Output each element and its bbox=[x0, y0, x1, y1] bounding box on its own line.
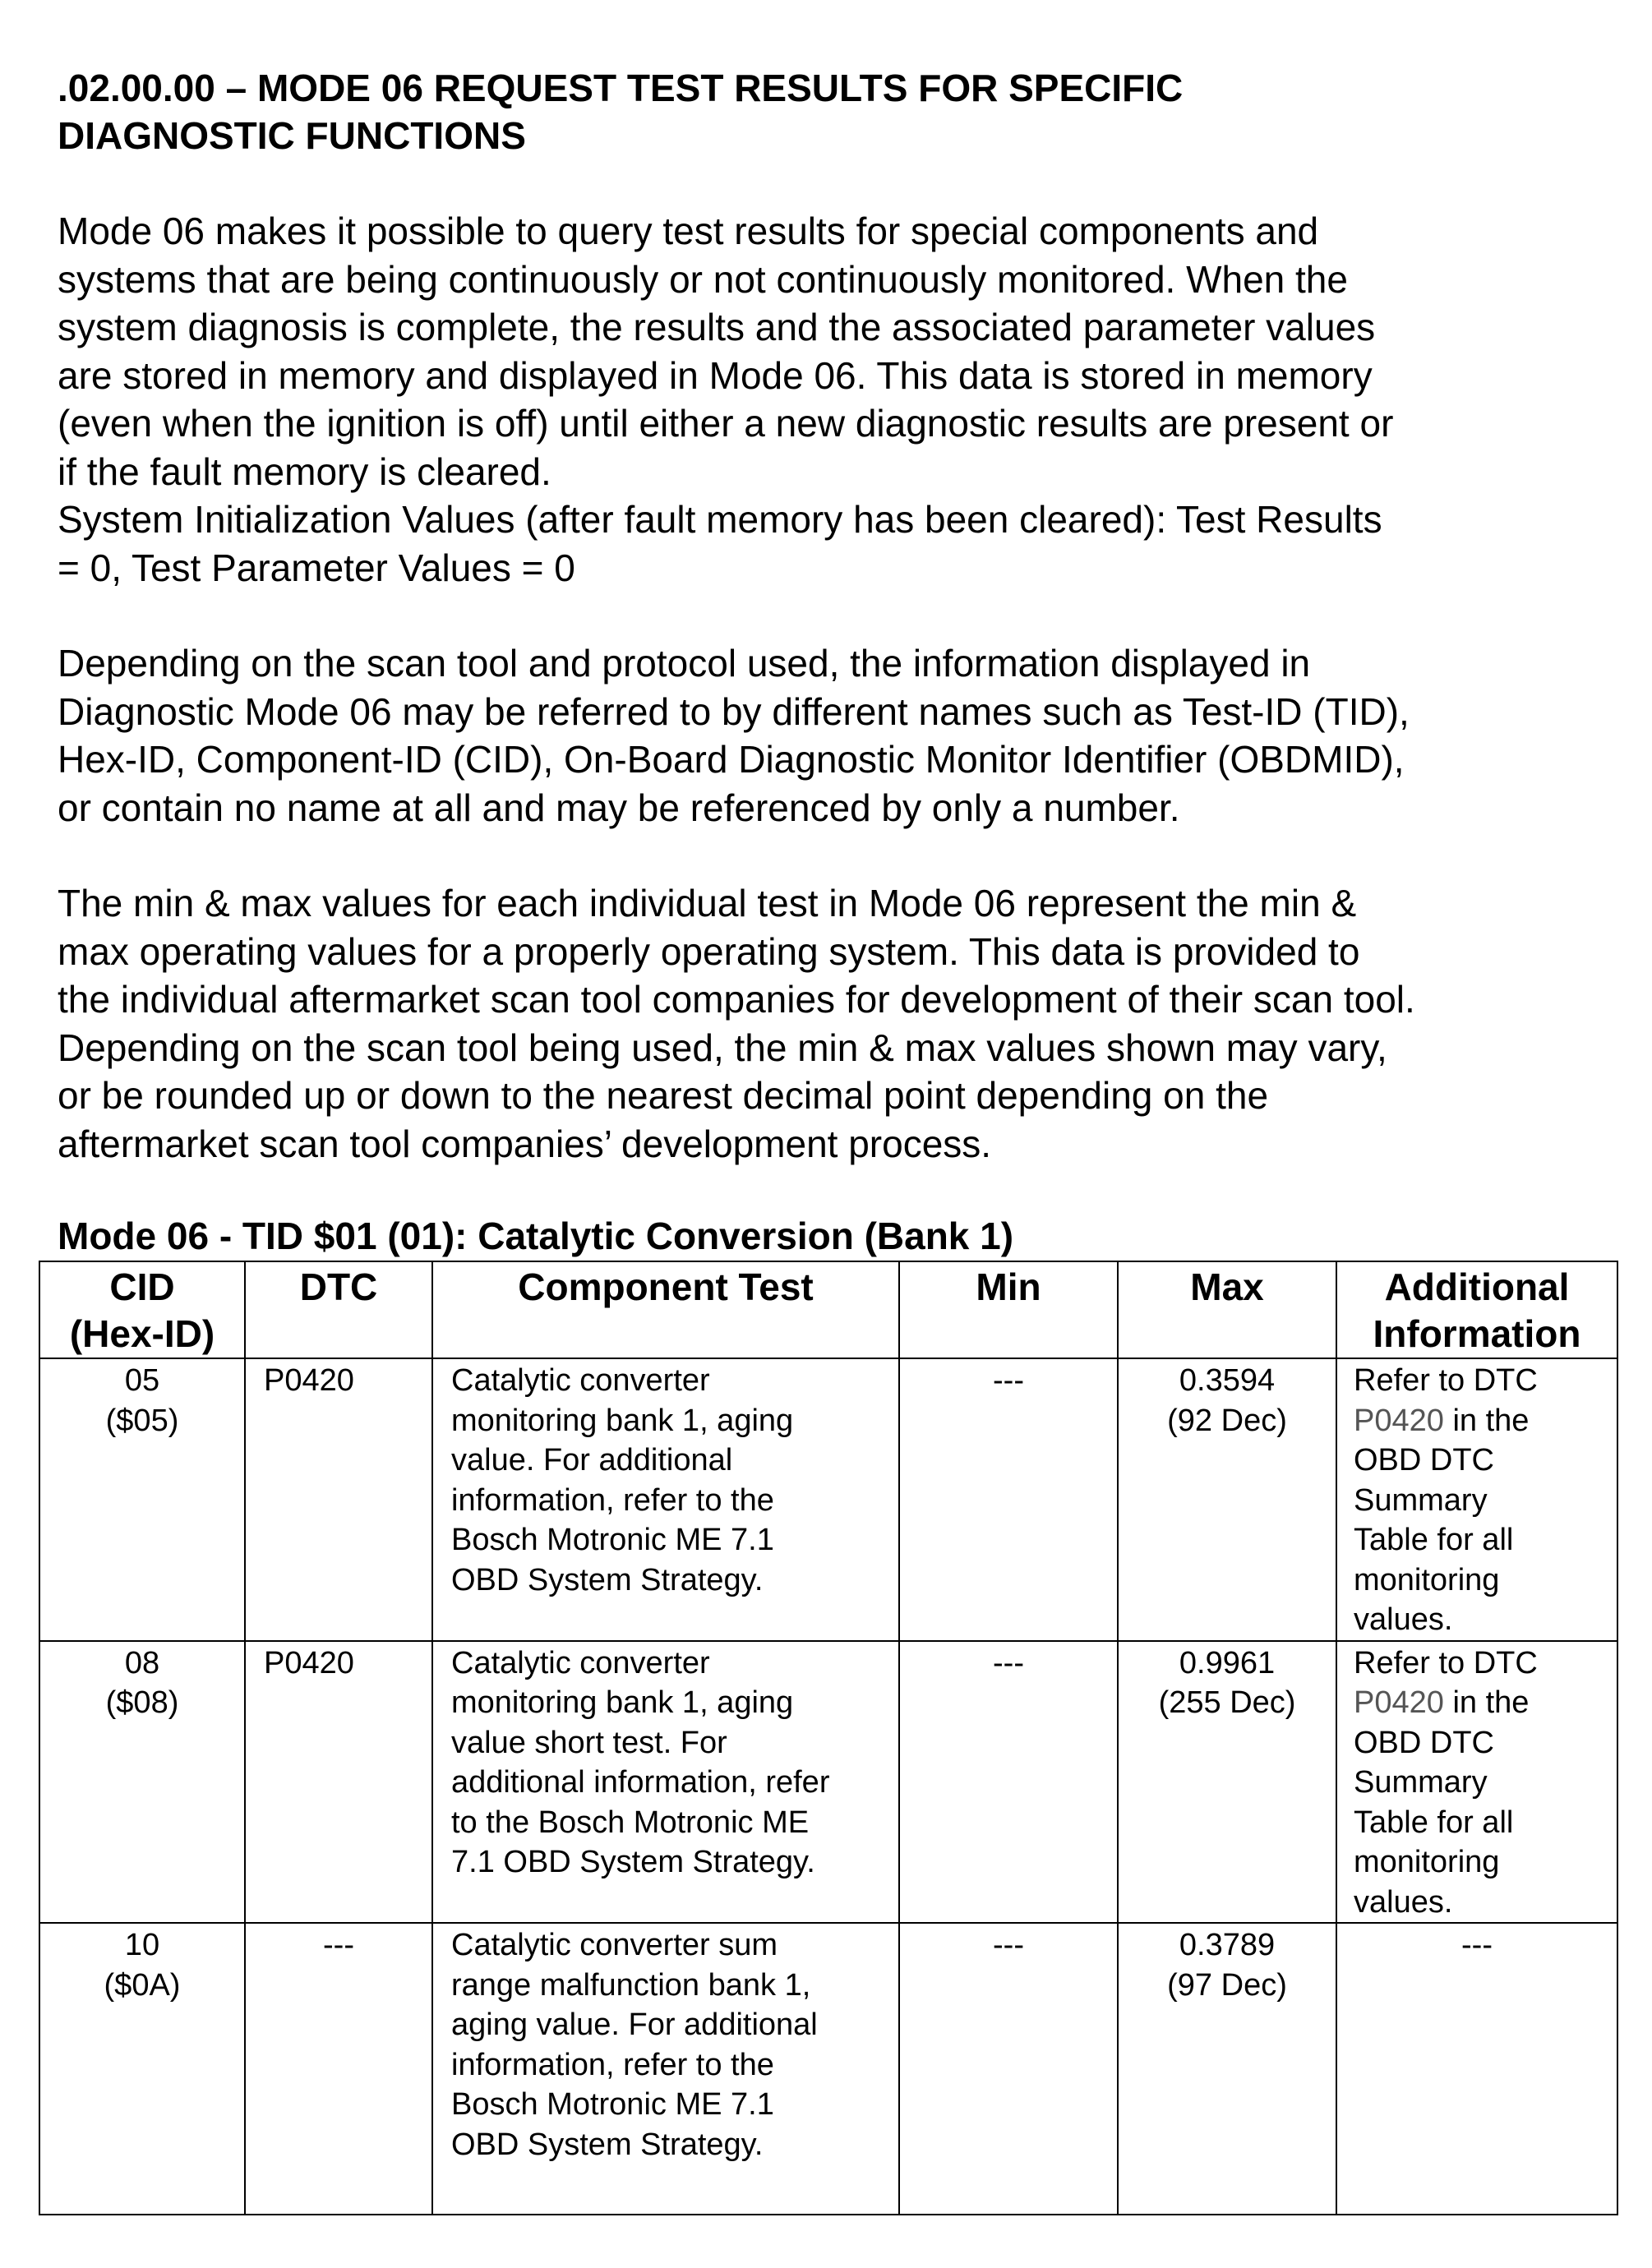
text-line: Table for all bbox=[1354, 1805, 1514, 1840]
text-line: Hex-ID, Component-ID (CID), On-Board Diagnostic Monitor Identifier (OBDMID), bbox=[58, 738, 1405, 781]
text-line: to the Bosch Motronic ME bbox=[451, 1805, 810, 1840]
text-line: OBD System Strategy. bbox=[451, 1562, 764, 1597]
cell-dtc: P0420 bbox=[245, 1641, 432, 1924]
header-text: Information bbox=[1373, 1312, 1581, 1355]
cell-max bbox=[1118, 1358, 1336, 1641]
dtc-reference-link[interactable]: P0420 bbox=[1354, 1685, 1444, 1720]
text-line: are stored in memory and displayed in Mode 06. This data is stored in memory bbox=[58, 353, 1373, 397]
text-line: Refer to DTC bbox=[1354, 1363, 1538, 1398]
text-line: (even when the ignition is off) until either a new diagnostic results are present or bbox=[58, 402, 1394, 445]
text-line: system diagnosis is complete, the results and the associated parameter values bbox=[58, 306, 1376, 348]
document-body bbox=[58, 64, 1619, 1168]
cell-component-test bbox=[432, 1923, 899, 2215]
cid-value: 05 bbox=[124, 1363, 160, 1398]
text-line: Refer to DTC bbox=[1354, 1645, 1538, 1680]
hex-value: ($05) bbox=[105, 1403, 179, 1438]
text-line: OBD DTC bbox=[1354, 1443, 1494, 1477]
text-line: information, refer to the bbox=[451, 2047, 774, 2082]
text-line: information, refer to the bbox=[451, 1482, 774, 1518]
text-line: Depending on the scan tool being used, the min & max values shown may vary, bbox=[58, 1026, 1387, 1069]
max-dec: (255 Dec) bbox=[1158, 1685, 1296, 1720]
text-line: systems that are being continuously or not continuously monitored. When the bbox=[58, 257, 1348, 301]
max-value: 0.3594 bbox=[1179, 1363, 1276, 1398]
text-line: Summary bbox=[1354, 1482, 1488, 1518]
text-line: or be rounded up or down to the nearest decimal point depending on the bbox=[58, 1074, 1269, 1117]
text-line: aftermarket scan tool companies’ development process. bbox=[58, 1122, 992, 1165]
text-line: Bosch Motronic ME 7.1 bbox=[451, 2087, 774, 2122]
max-dec: (97 Dec) bbox=[1167, 1967, 1287, 2003]
text-line: Catalytic converter bbox=[451, 1645, 710, 1680]
cid-value: 08 bbox=[124, 1645, 160, 1680]
text-line: monitoring bbox=[1354, 1845, 1500, 1879]
text-line: monitoring bank 1, aging bbox=[451, 1685, 794, 1720]
hex-value: ($08) bbox=[105, 1685, 179, 1720]
text-line: Summary bbox=[1354, 1765, 1488, 1800]
cell-max bbox=[1118, 1923, 1336, 2215]
cell-min: --- bbox=[899, 1358, 1118, 1641]
header-dtc: DTC bbox=[245, 1261, 432, 1358]
hex-value: ($0A) bbox=[104, 1967, 181, 2003]
text-line: value short test. For bbox=[451, 1725, 727, 1760]
header-text: CID bbox=[109, 1265, 175, 1308]
cell-max bbox=[1118, 1641, 1336, 1924]
header-additional-information bbox=[1336, 1261, 1617, 1358]
text-fragment: in the bbox=[1443, 1403, 1530, 1438]
text-line: Bosch Motronic ME 7.1 bbox=[451, 1523, 774, 1557]
header-cid bbox=[39, 1261, 245, 1358]
max-dec: (92 Dec) bbox=[1167, 1403, 1287, 1438]
text-line: Depending on the scan tool and protocol used, the information displayed in bbox=[58, 642, 1311, 685]
heading-line: .02.00.00 – MODE 06 REQUEST TEST RESULTS FOR SPECIFIC bbox=[58, 67, 1184, 109]
cell-additional-information bbox=[1336, 1358, 1617, 1641]
text-line: monitoring bank 1, aging bbox=[451, 1403, 794, 1438]
text-line bbox=[1354, 1401, 1608, 1441]
text-line: Diagnostic Mode 06 may be referred to by different names such as Test-ID (TID), bbox=[58, 689, 1410, 733]
cell-cid bbox=[39, 1358, 245, 1641]
cell-dtc: --- bbox=[245, 1923, 432, 2215]
cell-additional-information: --- bbox=[1336, 1923, 1617, 2215]
text-line: additional information, refer bbox=[451, 1765, 830, 1800]
text-line: range malfunction bank 1, bbox=[451, 1967, 811, 2003]
text-line: The min & max values for each individual test in Mode 06 represent the min & bbox=[58, 882, 1357, 924]
table-title: Mode 06 - TID $01 (01): Catalytic Conversion (Bank 1) bbox=[58, 1215, 1014, 1257]
cell-min: --- bbox=[899, 1923, 1118, 2215]
paragraph-min-max bbox=[58, 879, 1586, 1168]
text-line: Mode 06 makes it possible to query test results for special components and bbox=[58, 210, 1319, 252]
max-value: 0.9961 bbox=[1179, 1645, 1276, 1680]
header-component-test: Component Test bbox=[432, 1261, 899, 1358]
text-line: System Initialization Values (after fault memory has been cleared): Test Results bbox=[58, 498, 1382, 541]
cell-cid bbox=[39, 1923, 245, 2215]
table-row bbox=[39, 1358, 1617, 1641]
mode06-results-table bbox=[39, 1261, 1618, 2215]
cell-additional-information bbox=[1336, 1641, 1617, 1924]
heading-line: DIAGNOSTIC FUNCTIONS bbox=[58, 114, 526, 157]
text-line: max operating values for a properly operating system. This data is provided to bbox=[58, 929, 1360, 973]
dtc-reference-link[interactable]: P0420 bbox=[1354, 1403, 1444, 1438]
cell-component-test bbox=[432, 1358, 899, 1641]
cid-value: 10 bbox=[124, 1928, 160, 1962]
text-fragment: in the bbox=[1443, 1685, 1530, 1720]
header-max: Max bbox=[1118, 1261, 1336, 1358]
text-line: value. For additional bbox=[451, 1443, 733, 1477]
header-text: (Hex-ID) bbox=[69, 1312, 215, 1355]
paragraph-mode06-intro bbox=[58, 207, 1586, 592]
text-line: Catalytic converter sum bbox=[451, 1928, 778, 1962]
text-line: Table for all bbox=[1354, 1523, 1514, 1557]
cell-cid bbox=[39, 1641, 245, 1924]
text-line: the individual aftermarket scan tool companies for development of their scan tool. bbox=[58, 978, 1415, 1021]
text-line: monitoring bbox=[1354, 1562, 1500, 1597]
text-line: values. bbox=[1354, 1884, 1453, 1920]
text-line: OBD System Strategy. bbox=[451, 2127, 764, 2162]
text-line: = 0, Test Parameter Values = 0 bbox=[58, 546, 575, 589]
text-line: OBD DTC bbox=[1354, 1725, 1494, 1760]
cell-min: --- bbox=[899, 1641, 1118, 1924]
paragraph-naming bbox=[58, 639, 1586, 832]
text-line: values. bbox=[1354, 1602, 1453, 1637]
section-heading bbox=[58, 64, 1455, 159]
table-row bbox=[39, 1923, 1617, 2215]
table-header-row bbox=[39, 1261, 1617, 1358]
max-value: 0.3789 bbox=[1179, 1928, 1276, 1962]
cell-dtc: P0420 bbox=[245, 1358, 432, 1641]
text-line: 7.1 OBD System Strategy. bbox=[451, 1845, 815, 1879]
table-row bbox=[39, 1641, 1617, 1924]
header-text: Additional bbox=[1384, 1265, 1570, 1308]
text-line: or contain no name at all and may be referenced by only a number. bbox=[58, 786, 1180, 829]
text-line bbox=[1354, 1683, 1608, 1723]
text-line: if the fault memory is cleared. bbox=[58, 449, 551, 493]
header-min: Min bbox=[899, 1261, 1118, 1358]
text-line: aging value. For additional bbox=[451, 2008, 818, 2042]
cell-component-test bbox=[432, 1641, 899, 1924]
text-line: Catalytic converter bbox=[451, 1363, 710, 1398]
